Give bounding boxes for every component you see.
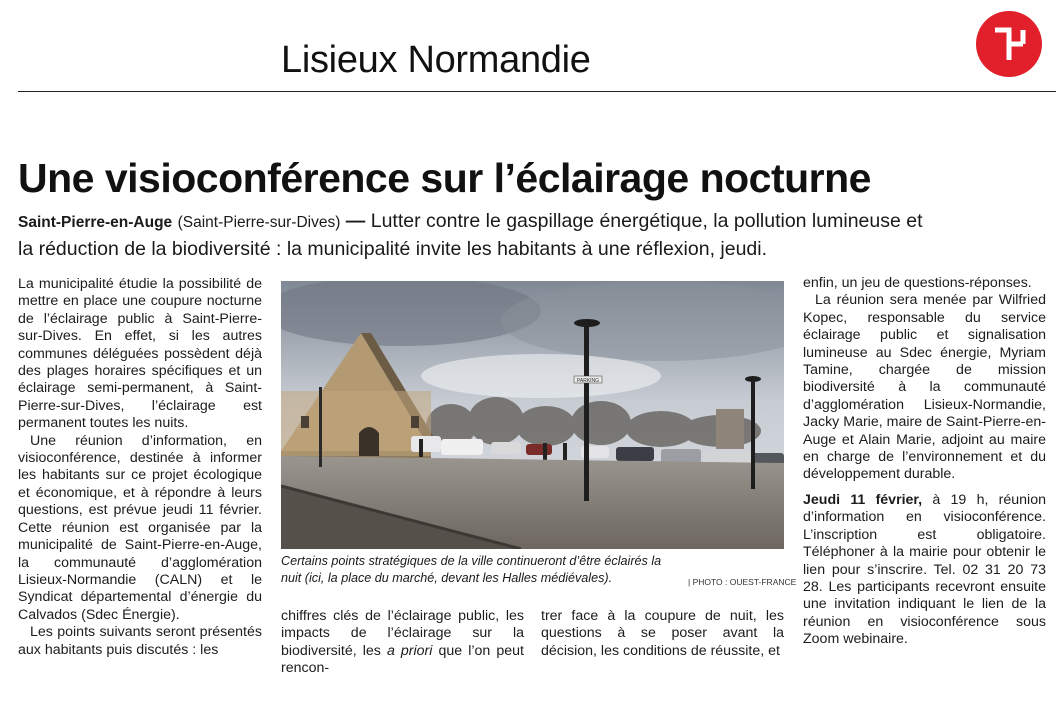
paragraph <box>281 608 524 678</box>
photo-caption: Certains points stratégiques de la ville continueront d’être éclairés la nuit (ici, la place du marché, devant les Halles médiévales). <box>281 554 662 585</box>
article-lede <box>18 208 938 263</box>
paragraph: Les points suivants seront présentés aux habitants puis discutés : les <box>18 624 262 658</box>
dateline-location: Saint-Pierre-en-Auge <box>18 214 173 231</box>
dateline-dash: — <box>345 210 366 232</box>
dateline-parenthetical: (Saint-Pierre-sur-Dives) <box>177 214 341 231</box>
article-column-1 <box>18 276 262 659</box>
article-column-3 <box>541 608 784 660</box>
text-run: à 19 h, réunion d’information en visioconférence. L’inscription est obligatoire. Téléphoner à la mairie pour obtenir le lien pour s’inscrire. Tel. 02 31 20 73 28. Les participants recevront ensuite une invitation indiquant le lien de la réunion en visioconférence sous Zoom webinaire. <box>803 491 1046 648</box>
text-run: chiffres clés de l’éclairage public, les impacts de l’éclairage sur la biodiversité, les <box>281 608 524 659</box>
paragraph: Une réunion d’information, en visioconférence, destinée à informer les habitants sur ce projet écologique et économique, et à répondre à leurs questions, est prévue jeudi 11 février. Cette réunion est organisée par la municipalité de Saint-Pierre-en-Auge, la communauté d’agglomération Lisieux-Normandie (CALN) et le Syndicat départemental d’énergie du Calvados (Sdec Énergie). <box>18 432 262 623</box>
photo-parking-sign: PARKING <box>576 378 600 384</box>
photo-credit: | PHOTO : OUEST-FRANCE <box>688 577 797 587</box>
text-run: que l’on peut rencon- <box>281 642 524 677</box>
event-date: Jeudi 11 février, <box>803 491 923 508</box>
paragraph: La réunion sera menée par Wilfried Kopec, responsable du service éclairage public et signalisation lumineuse au Sdec énergie, Myriam Tamine, chargée de mission biodiversité à la communauté d’agglomération Lisieux-Normandie, Jacky Marie, maire de Saint-Pierre-en-Auge et Alain Marie, adjoint au maire en charge de l’environnement et du développement durable. <box>803 292 1046 483</box>
paragraph: La municipalité étudie la possibilité de mettre en place une coupure nocturne de l’éclairage public à Saint-Pierre-sur-Dives. En effet, si les autres communes déléguées possèdent déjà des plages horaires spécifiques et un éclairage semi-permanent, à Saint-Pierre-sur-Dives, l’éclairage est permanent toutes les nuits. <box>18 276 262 432</box>
header-divider <box>18 91 1056 92</box>
article-column-2 <box>281 608 524 678</box>
article-column-4 <box>803 275 1046 649</box>
lede-text: Lutter contre le gaspillage énergétique, la pollution lumineuse et la réduction de la biodiversité : la municipalité invite les habitants à une réflexion, jeudi. <box>18 210 923 260</box>
paragraph: trer face à la coupure de nuit, les questions à se poser avant la décision, les conditions de réussite, et <box>541 608 784 659</box>
section-title: Lisieux Normandie <box>281 39 591 81</box>
paragraph: enfin, un jeu de questions-réponses. <box>803 275 1032 291</box>
info-paragraph <box>803 492 1046 649</box>
text-emphasis: a priori <box>386 642 433 659</box>
article-photo <box>281 281 784 549</box>
article-headline: Une visioconférence sur l’éclairage nocturne <box>18 155 871 201</box>
newspaper-logo <box>975 10 1043 78</box>
